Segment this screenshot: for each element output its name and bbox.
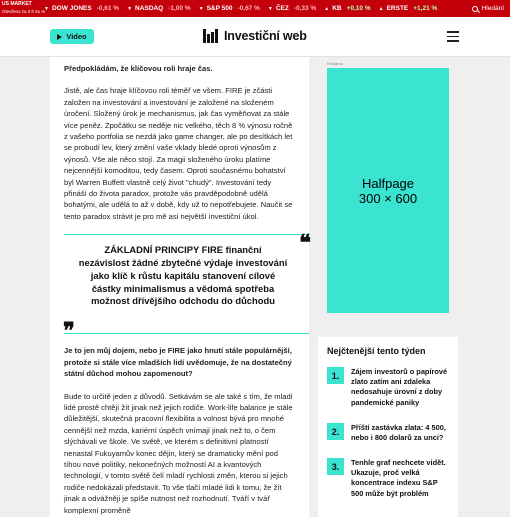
ad-label: Reklama bbox=[327, 61, 343, 66]
ticker-name: KB bbox=[332, 5, 342, 12]
ad-size: 300 × 600 bbox=[358, 190, 418, 206]
ticker-name: NASDAQ bbox=[135, 5, 164, 12]
article-body bbox=[50, 57, 309, 517]
ticker-name: DOW JONES bbox=[51, 5, 92, 12]
ticker-change: -0,61 % bbox=[96, 5, 120, 12]
ticker-item-sp500[interactable] bbox=[199, 5, 260, 12]
search-label: Hledání bbox=[481, 5, 504, 12]
ticker-name: ERSTE bbox=[386, 5, 409, 12]
arrow-down-icon: ▼ bbox=[198, 5, 204, 12]
market-status-title: US MARKET bbox=[2, 1, 32, 7]
play-icon bbox=[57, 34, 62, 40]
most-read-link[interactable]: Zájem investorů o papírové zlato zatím ani zdaleka nedosahuje úrovní z doby pandemické paniky bbox=[351, 367, 448, 407]
search-button[interactable] bbox=[472, 0, 504, 17]
ticker-name: ČEZ bbox=[275, 5, 289, 12]
ticker-item-erste[interactable] bbox=[379, 5, 438, 12]
video-button[interactable] bbox=[50, 29, 94, 44]
hamburger-icon bbox=[447, 31, 459, 33]
site-name: Investiční web bbox=[224, 29, 307, 43]
article-question: Předpokládám, že klíčovou roli hraje čas. bbox=[64, 64, 213, 73]
most-read-number: 3. bbox=[327, 458, 344, 475]
pull-quote-text: ZÁKLADNÍ PRINCIPY FIRE finanční nezávislost žádné zbytečné výdaje investování jako klíč k růstu kapitálu stanovení cílové částky minimalismus a vědomá spotřeba možnost dřívějšího odchodu do důchodu bbox=[78, 244, 288, 307]
site-header bbox=[0, 17, 510, 57]
most-read-title: Nejčtenější tento týden bbox=[327, 346, 426, 356]
arrow-up-icon: ▲ bbox=[378, 5, 384, 12]
search-icon bbox=[472, 6, 478, 12]
article-question: Je to jen můj dojem, nebo je FIRE jako hnutí stále populárnější, protože si stále více mladších lidí uvědomuje, že na dostatečný státní důchod mohou zapomenout? bbox=[64, 346, 292, 379]
halfpage-ad[interactable] bbox=[327, 68, 449, 313]
ticker-change: -1,00 % bbox=[168, 5, 191, 12]
ticker-change: +1,21 % bbox=[413, 5, 438, 12]
article-paragraph: Jistě, ale čas hraje klíčovou roli téměř ve všem. FIRE je zčásti založen na investování a investování je založené na složeném úročení. Složený úrok je mechanismus, jak čas vyměňovat za stále více peněz. Zpočátku se neděje nic velkého, těch 8 % výnosu ročně z vašeho portfolia se nezdá jako game changer, ale po desítkách let se probudí lev, který změní vaše vklady bledé oproti výnosům z výnosů. Vše ale něco stojí. Za magii složeného úroku platíme nejcennější komoditou, tedy časem. Oproti současnému bohatství byl Warren Buffett vlastně celý život "chudý". Investování tedy přináší do života paradox, protože vás pravděpodobně udělá bohatými, ale udělá to až v době, kdy už to nepotřebujete. Naučit se tento paradox strávit je pro mě asi největší investiční úkol. bbox=[64, 86, 293, 221]
market-status-subtitle: Otevřeno za 3 h 51 m bbox=[2, 9, 46, 14]
article-paragraph: Bude to určitě jeden z důvodů. Setkávám se ale také s tím, že mladí lidé prostě chtějí žít jinak než jejich rodiče. Work-life balance je stále důležitější, skutečná pracovní flexibilita a volnost bývá pro mnohé cennější než mzda, kariérní úspěch vnímají jinak než to, o čem slýchávali ve škole. Ve světě, ve kterém s definitivní platností nenastal Fukuyamův konec dějin, který se dramaticky mění pod tíhou nové politiky, nekonečných možností AI a kvantových technologií, v tomto světě čelí mladí rychlosti změn, kterou si jejich rodiče nedokázali představit. To vše tlačí mladé lidi k tomu, že žít jinak a odvážněji je spíše nutnost než rozhodnutí. Tváří v tvář komplexní proměně bbox=[64, 391, 293, 515]
most-read-number: 2. bbox=[327, 423, 344, 440]
quote-close-icon: ❞ bbox=[63, 318, 75, 345]
quote-open-icon: ❝ bbox=[299, 230, 311, 257]
logo-bars-icon bbox=[203, 29, 219, 43]
market-status bbox=[2, 1, 45, 15]
menu-button[interactable] bbox=[447, 31, 459, 45]
most-read-link[interactable]: Tenhle graf nechcete vidět. Ukazuje, proč velká koncentrace indexu S&P 500 může být problém bbox=[351, 458, 446, 498]
arrow-down-icon: ▼ bbox=[127, 5, 133, 12]
arrow-down-icon: ▼ bbox=[44, 5, 49, 12]
site-logo[interactable] bbox=[203, 29, 307, 43]
most-read-item[interactable] bbox=[327, 367, 451, 408]
ticker-change: +0,10 % bbox=[346, 5, 371, 12]
ticker-name: S&P 500 bbox=[206, 5, 233, 12]
most-read-item[interactable] bbox=[327, 458, 451, 499]
most-read-link[interactable]: Příští zastávka zlata: 4 500, nebo i 800 dolarů za unci? bbox=[351, 423, 446, 443]
pull-quote bbox=[63, 230, 311, 345]
most-read-number: 1. bbox=[327, 367, 344, 384]
ticker-item-dowjones[interactable] bbox=[44, 5, 119, 12]
ticker-item-nasdaq[interactable] bbox=[127, 5, 191, 12]
ticker-item-kb[interactable] bbox=[324, 5, 370, 12]
ticker-change: -0,67 % bbox=[237, 5, 260, 12]
most-read-box bbox=[318, 337, 458, 517]
arrow-up-icon: ▲ bbox=[324, 5, 330, 12]
ticker-items bbox=[44, 0, 445, 17]
video-button-label: Video bbox=[66, 32, 87, 41]
arrow-down-icon: ▼ bbox=[267, 5, 273, 12]
ticker-item-cez[interactable] bbox=[268, 5, 316, 12]
market-ticker bbox=[0, 0, 510, 17]
ad-title: Halfpage bbox=[361, 175, 415, 191]
most-read-item[interactable] bbox=[327, 423, 451, 443]
ticker-change: -0,33 % bbox=[293, 5, 317, 12]
